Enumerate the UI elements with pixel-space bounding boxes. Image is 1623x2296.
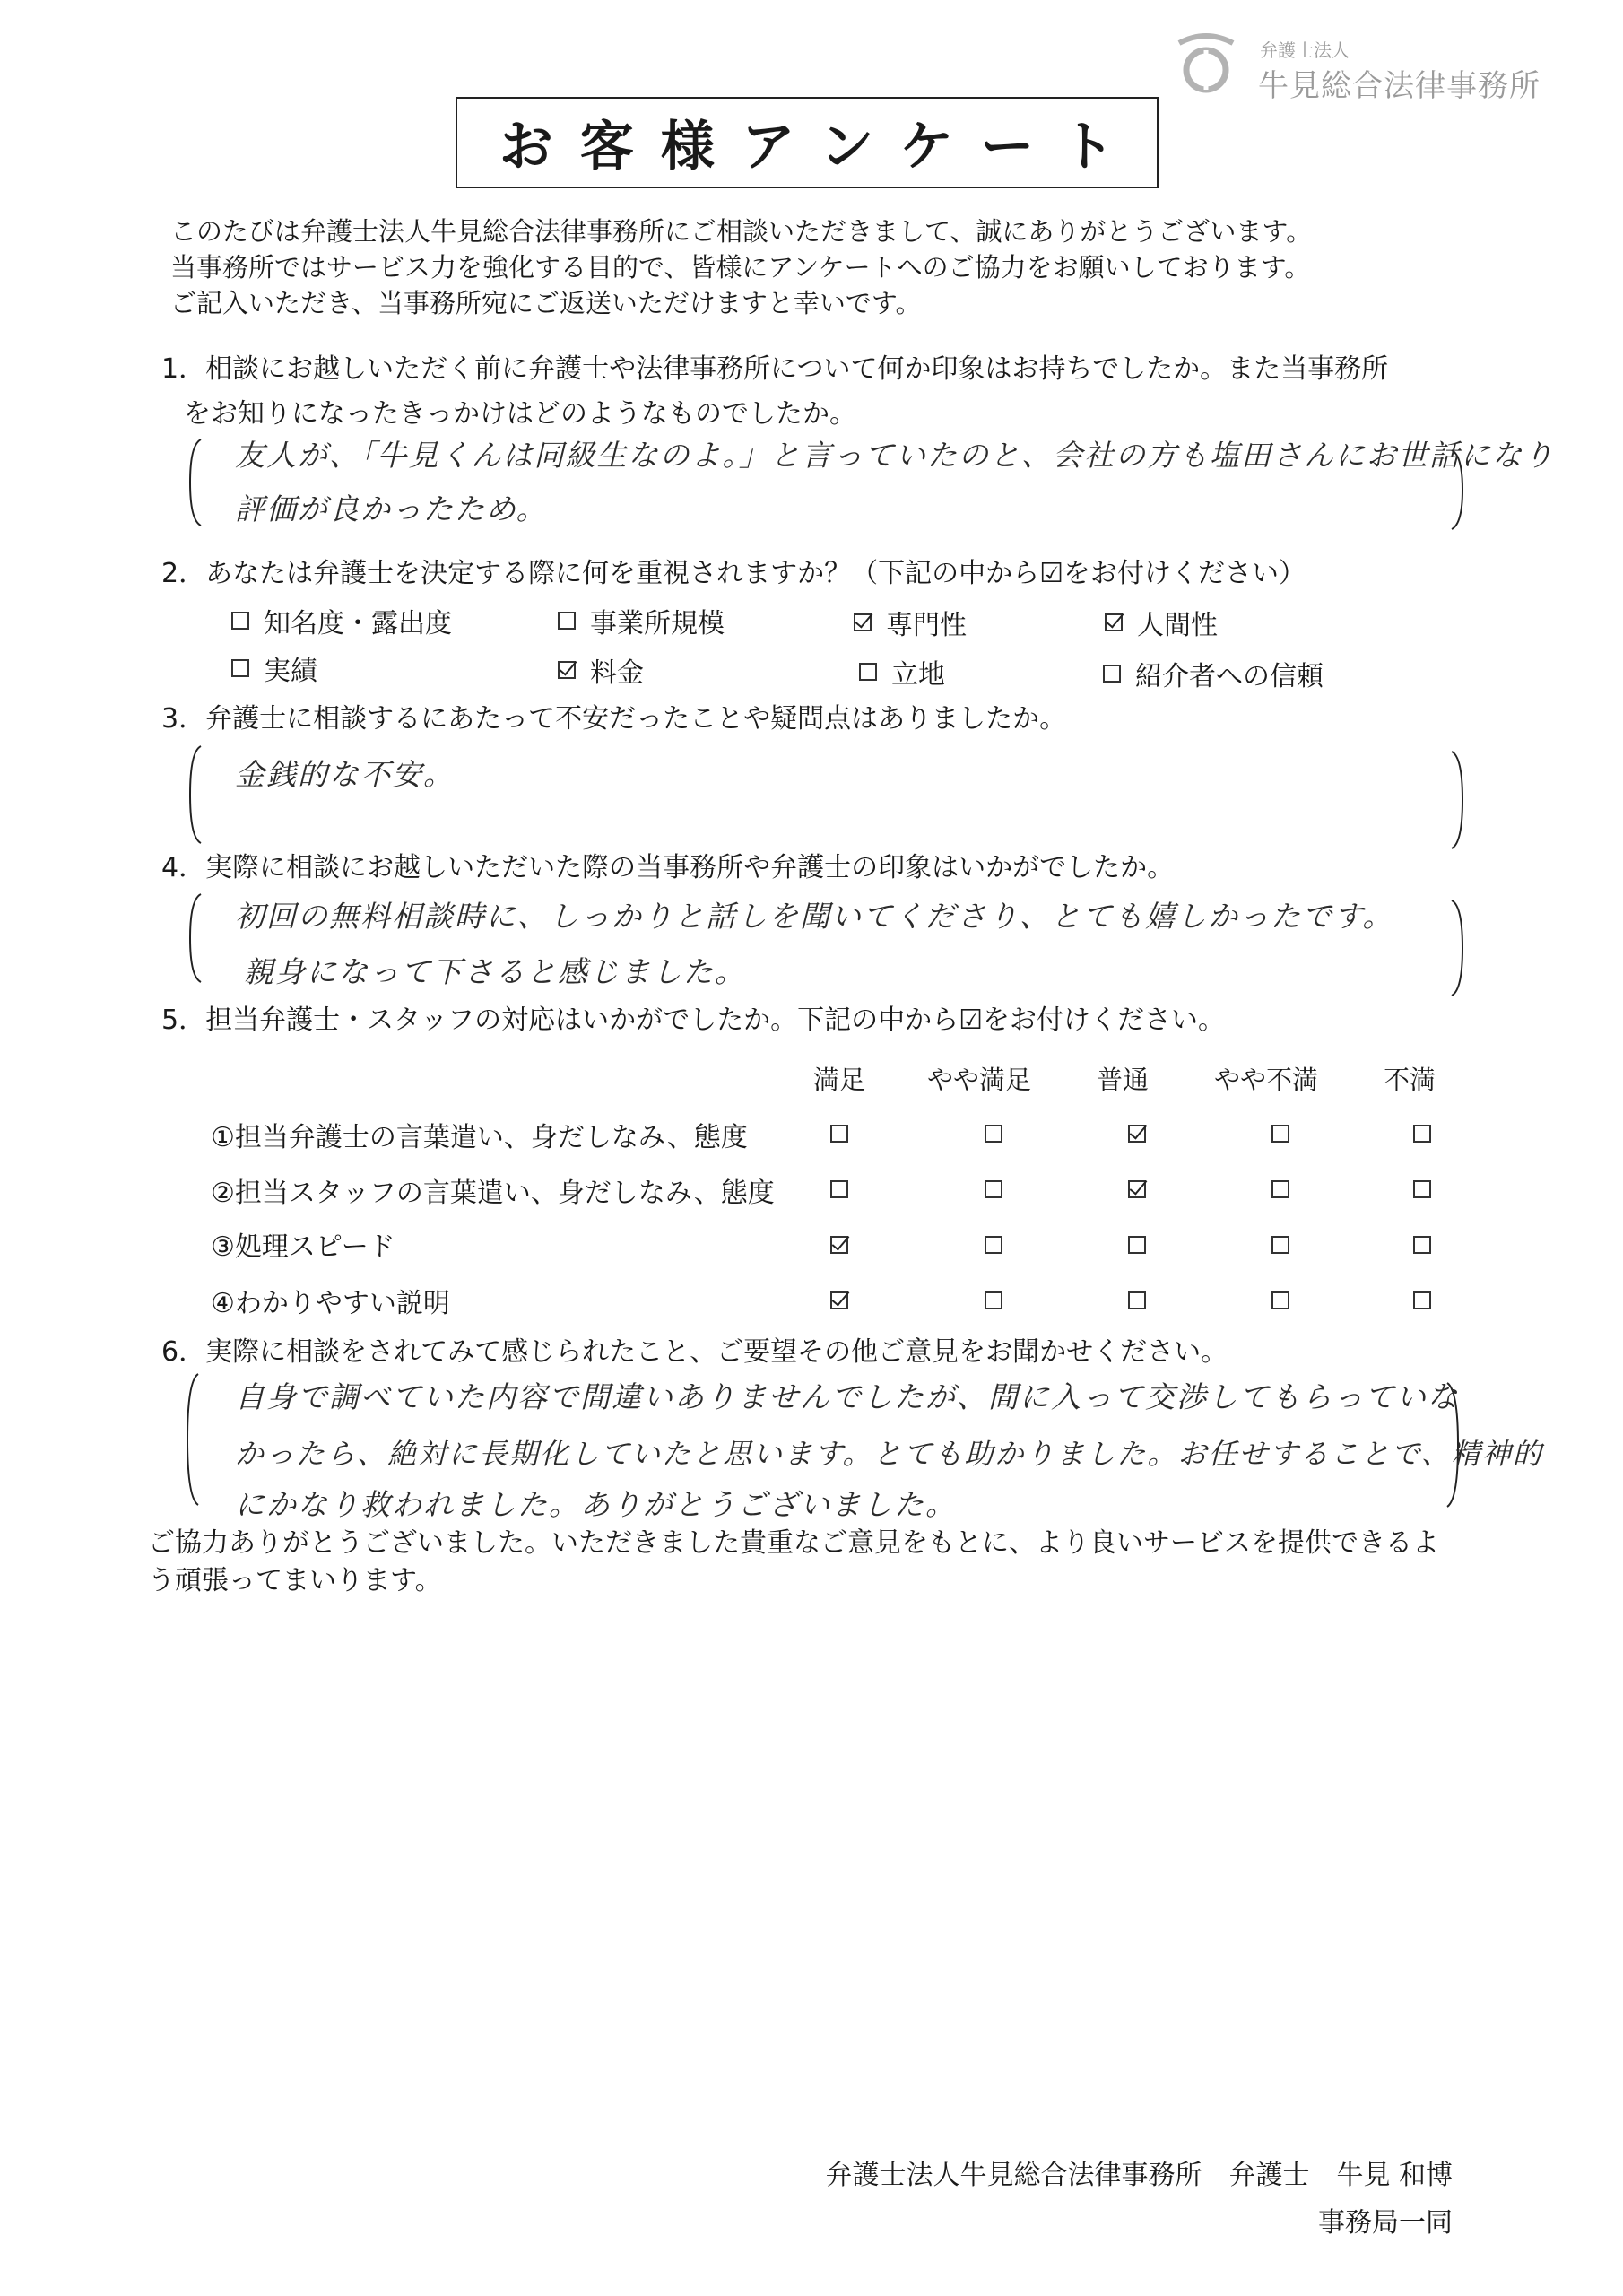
- answer-4-line[interactable]: 初回の無料相談時に、しっかりと話しを聞いてくださり、とても嬉しかったです。: [235, 899, 1394, 934]
- left-bracket-icon: [187, 438, 204, 527]
- option-location[interactable]: 立地: [859, 652, 945, 691]
- closing-line: ご協力ありがとうございました。いただきました貴重なご意見をもとに、より良いサービスを提供できるよ: [148, 1527, 1439, 1559]
- intro-line: ご記入いただき、当事務所宛にご返送いただけますと幸いです。: [170, 288, 922, 318]
- rating-checkbox[interactable]: [985, 1125, 1002, 1143]
- intro-text: [170, 213, 1497, 321]
- column-header: やや不満: [1213, 1065, 1318, 1095]
- option-expertise[interactable]: 専門性: [854, 603, 967, 642]
- page-title-box: [456, 97, 1159, 188]
- answer-6-line[interactable]: かったら、絶対に長期化していたと思います。とても助かりました。お任せすることで、精神的: [235, 1437, 1543, 1471]
- rating-checkbox[interactable]: [1128, 1292, 1146, 1309]
- option-fee[interactable]: 料金: [558, 650, 644, 690]
- question-5: 5．担当弁護士・スタッフの対応はいかがでしたか。下記の中から☑をお付けください。: [161, 1004, 1225, 1036]
- answer-1-line[interactable]: 評価が良かったため。: [235, 491, 548, 526]
- answer-6-line[interactable]: 自身で調べていた内容で間違いありませんでしたが、間に入って交渉してもらっていな: [235, 1379, 1459, 1414]
- intro-line: このたびは弁護士法人牛見総合法律事務所にご相談いただきまして、誠にありがとうございます。: [170, 216, 1313, 247]
- row-label: ④わかりやすい説明: [211, 1288, 450, 1319]
- rating-checkbox[interactable]: [830, 1125, 848, 1143]
- option-name-recognition[interactable]: 知名度・露出度: [231, 601, 452, 640]
- rating-checkbox[interactable]: [1128, 1236, 1146, 1254]
- option-office-size[interactable]: 事業所規模: [558, 601, 725, 640]
- checkbox[interactable]: [231, 612, 249, 630]
- rating-checkbox[interactable]: [1413, 1180, 1431, 1198]
- row-label: ①担当弁護士の言葉遣い、身だしなみ、態度: [211, 1122, 748, 1153]
- question-3: 3．弁護士に相談するにあたって不安だったことや疑問点はありましたか。: [161, 703, 1067, 735]
- row-label: ③処理スピード: [211, 1231, 395, 1263]
- checkbox-checked[interactable]: [558, 661, 576, 679]
- rating-checkbox-checked[interactable]: [1128, 1125, 1146, 1143]
- column-header: 不満: [1383, 1065, 1436, 1095]
- row-label: ②担当スタッフの言葉遣い、身だしなみ、態度: [211, 1178, 775, 1209]
- rating-checkbox-checked[interactable]: [830, 1236, 848, 1254]
- column-header: 満足: [812, 1065, 865, 1095]
- right-bracket-icon: [1448, 750, 1466, 850]
- rating-checkbox[interactable]: [1271, 1180, 1289, 1198]
- rating-checkbox-checked[interactable]: [1128, 1180, 1146, 1198]
- firm-logo-icon: [1170, 32, 1242, 95]
- closing-line: う頑張ってまいります。: [148, 1565, 442, 1596]
- page-title: お客様アンケート: [499, 116, 1142, 178]
- checkbox[interactable]: [231, 659, 249, 677]
- column-header: 普通: [1096, 1065, 1149, 1095]
- answer-4-line[interactable]: 親身になって下さると感じました。: [244, 954, 746, 989]
- checkbox[interactable]: [859, 663, 877, 681]
- option-referrer-trust[interactable]: 紹介者への信頼: [1103, 654, 1324, 693]
- left-bracket-icon: [184, 1372, 202, 1507]
- rating-checkbox[interactable]: [1413, 1236, 1431, 1254]
- checkbox-checked[interactable]: [1105, 613, 1123, 631]
- rating-checkbox[interactable]: [830, 1180, 848, 1198]
- rating-checkbox[interactable]: [1413, 1292, 1431, 1309]
- closing-message: [148, 1525, 1493, 1600]
- question-6: 6．実際に相談をされてみて感じられたこと、ご要望その他ご意見をお聞かせください。: [161, 1336, 1228, 1368]
- question-4: 4．実際に相談にお越しいただいた際の当事務所や弁護士の印象はいかがでしたか。: [161, 852, 1175, 883]
- rating-checkbox[interactable]: [985, 1236, 1002, 1254]
- answer-3-line[interactable]: 金銭的な不安。: [235, 757, 455, 792]
- checkbox[interactable]: [558, 612, 576, 630]
- right-bracket-icon: [1448, 899, 1466, 997]
- intro-line: 当事務所ではサービス力を強化する目的で、皆様にアンケートへのご協力をお願いしております。: [170, 252, 1311, 283]
- logo-name: 牛見総合法律事務所: [1258, 68, 1541, 104]
- option-personality[interactable]: 人間性: [1105, 603, 1218, 642]
- rating-checkbox[interactable]: [1271, 1292, 1289, 1309]
- left-bracket-icon: [187, 892, 204, 984]
- signature-line: 弁護士法人牛見総合法律事務所 弁護士 牛見 和博: [825, 2160, 1453, 2191]
- rating-checkbox[interactable]: [985, 1180, 1002, 1198]
- question-2: 2．あなたは弁護士を決定する際に何を重視されますか？（下記の中から☑をお付けください）: [161, 558, 1306, 589]
- signature-staff: 事務局一同: [1318, 2207, 1453, 2239]
- logo-subtitle: 弁護士法人: [1260, 39, 1350, 61]
- option-track-record[interactable]: 実績: [231, 648, 317, 688]
- rating-checkbox-checked[interactable]: [830, 1292, 848, 1309]
- checkbox[interactable]: [1103, 665, 1121, 683]
- left-bracket-icon: [187, 744, 204, 845]
- rating-checkbox[interactable]: [985, 1292, 1002, 1309]
- rating-checkbox[interactable]: [1271, 1125, 1289, 1143]
- answer-1-line[interactable]: 友人が、「牛見くんは同級生なのよ。」と言っていたのと、会社の方も塩田さんにお世話になり: [235, 438, 1555, 473]
- firm-logo: [1170, 27, 1565, 108]
- rating-checkbox[interactable]: [1413, 1125, 1431, 1143]
- rating-checkbox[interactable]: [1271, 1236, 1289, 1254]
- answer-6-line[interactable]: にかなり救われました。ありがとうございました。: [235, 1487, 957, 1522]
- question-1: 1．相談にお越しいただく前に弁護士や法律事務所について何か印象はお持ちでしたか。また当事務所: [161, 353, 1389, 385]
- column-header: やや満足: [926, 1065, 1031, 1095]
- checkbox-checked[interactable]: [854, 613, 872, 631]
- question-1-line2: をお知りになったきっかけはどのようなものでしたか。: [184, 398, 856, 430]
